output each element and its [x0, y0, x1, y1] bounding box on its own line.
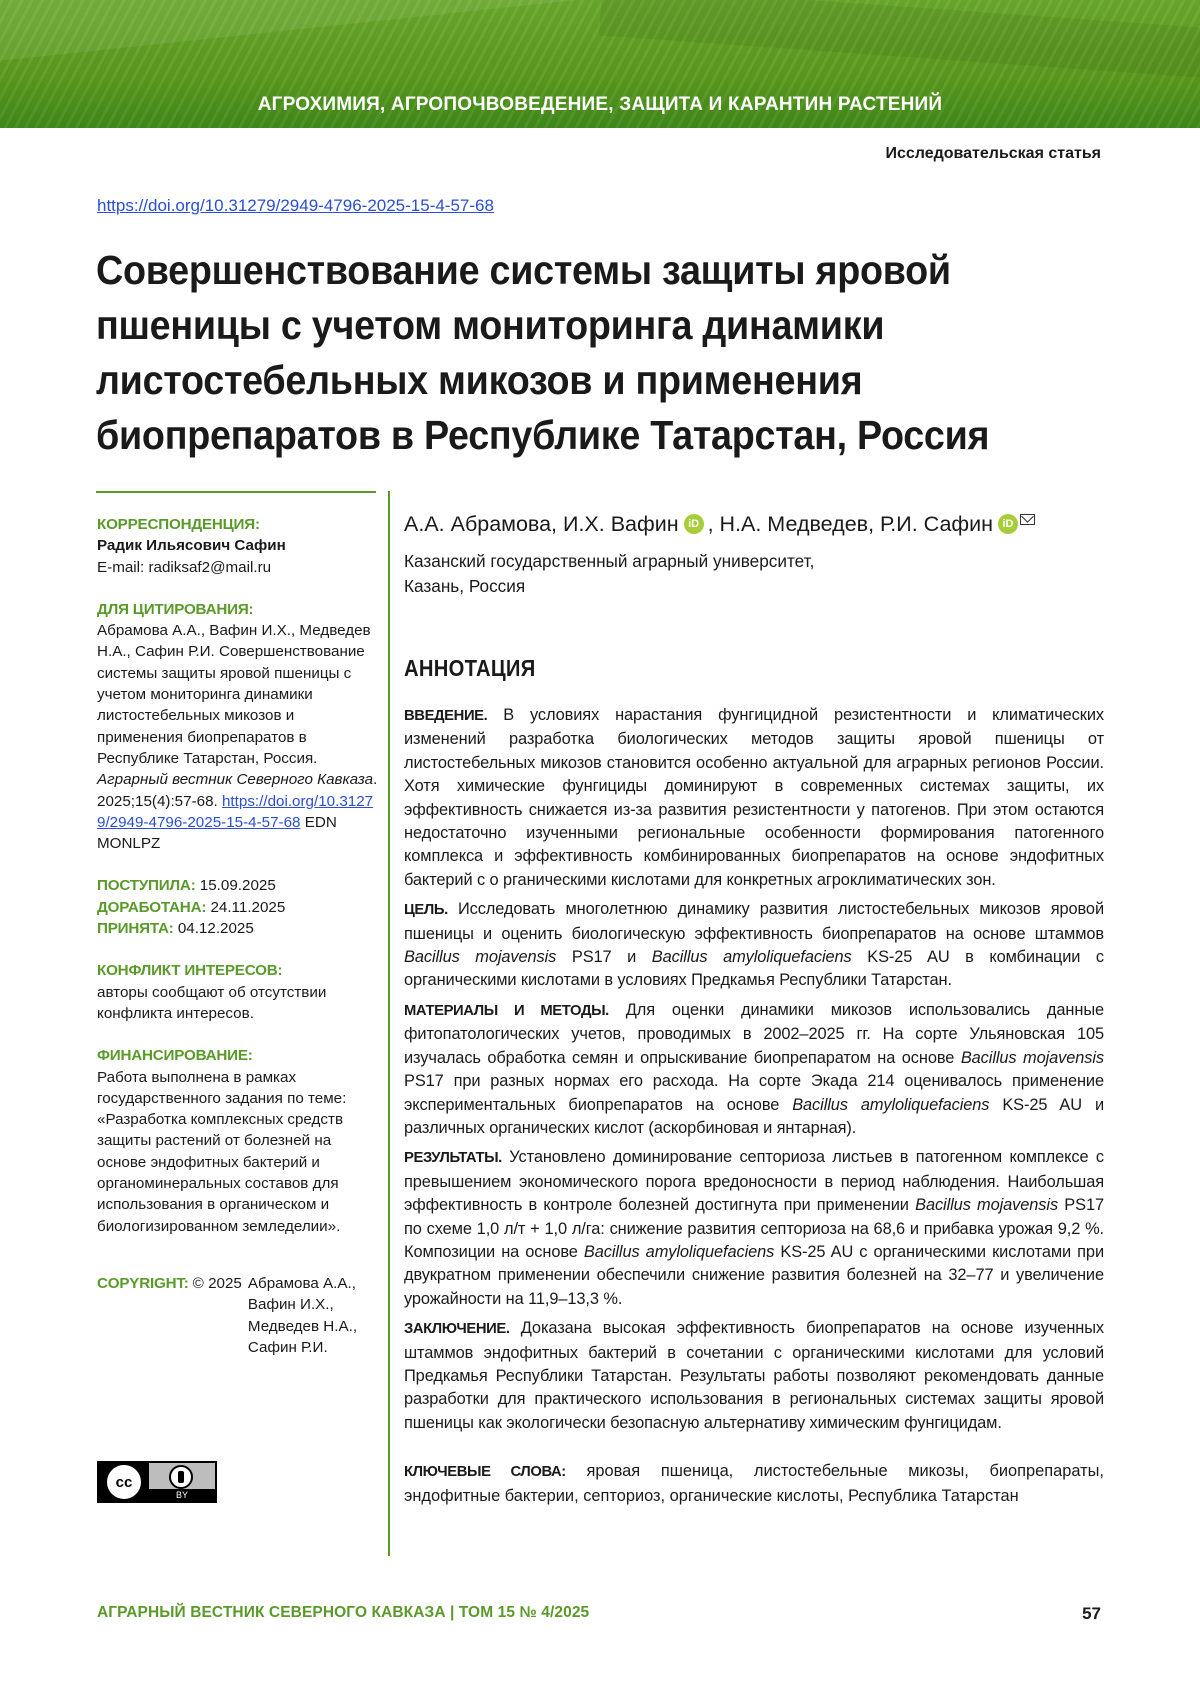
citation-edn: EDN MONLPZ: [97, 813, 337, 853]
methods-label: МАТЕРИАЛЫ И МЕТОДЫ.: [404, 1002, 609, 1019]
main-column: [404, 510, 1104, 1508]
aim-text: PS17 и: [556, 948, 652, 967]
correspondence-block: [97, 514, 382, 578]
citation-authors-title: Абрамова А.А., Вафин И.Х., Медведев Н.А., Сафин Р.И. Совершенствование системы защиты яровой пшеницы с учетом мониторинга динамики листостебельных микозов и применения биопрепаратов в Республике Татарстан, Россия.: [97, 622, 371, 767]
funding-label: ФИНАНСИРОВАНИЕ:: [97, 1047, 253, 1065]
species-name: Bacillus mojavensis: [960, 1048, 1105, 1067]
abstract-body: [404, 704, 1104, 1435]
copyright-holder: Абрамова А.А.,: [247, 1274, 356, 1292]
revised-date: 24.11.2025: [206, 898, 286, 916]
conflict-text: авторы сообщают об отсутствии конфликта интересов.: [97, 983, 327, 1022]
keywords: [404, 1460, 1104, 1508]
copyright-label: COPYRIGHT:: [97, 1274, 189, 1292]
correspondence-label: КОРРЕСПОНДЕНЦИЯ:: [97, 516, 260, 533]
authors-part-2: , Н.А. Медведев, Р.И. Сафин: [707, 512, 993, 536]
article-title: Совершенствование системы защиты яровой пшеницы с учетом мониторинга динамики листостебельных микозов и применения биопрепаратов в Республике Татарстан, Россия: [96, 247, 990, 458]
author-list: [404, 510, 1104, 538]
methods-text: PS17 при разных нормах его расхода. На сорте Экада 214 оценивалось применение экспериментальных биопрепаратов на основе: [404, 1072, 1104, 1114]
introduction-text: В условиях нарастания фунгицидной резистентности и климатических изменений разработка биологических методов защиты яровой пшеницы от листостебельных микозов становится особенно актуальной для аграрных регионов России. Хотя химические фунгициды доминируют в современных системах защиты, их эффективность снижается из-за развития резистентности у патогенов. При этом остаются недостаточно изученными региональные особенности формирования патогенного комплекса и эффективность комбинированных биопрепаратов на основе эндофитных бактерий с о рганическими кислотами для конкретных агроклиматических зон.: [404, 706, 1104, 889]
species-name: Bacillus amyloliquefaciens: [583, 1242, 775, 1261]
methods-text: Для оценки динамики микозов использовались данные фитопатологических учетов, проводимых в 2002–2025 гг. На сорте Ульяновская 105 изучалась обработка семян и опрыскивание биопрепаратом на основе: [404, 1000, 1105, 1067]
abstract-heading: АННОТАЦИЯ: [404, 655, 536, 681]
results-text: PS17 по схеме 1,0 л/т + 1,0 л/га: снижение развития септориоза на 68,6 и прибавка урожая 9,2 %. Композиции на основе: [404, 1196, 1105, 1261]
citation-label: ДЛЯ ЦИТИРОВАНИЯ:: [97, 600, 254, 618]
copyright-holder: Медведев Н.А.,: [247, 1317, 358, 1335]
received-label: ПОСТУПИЛА:: [97, 877, 196, 895]
abstract-introduction: [404, 704, 1104, 892]
keywords-text: яровая пшеница, листостебельные микозы, биопрепараты, эндофитные бактерии, септориоз, органические кислоты, Республика Татарстан: [404, 1462, 1104, 1505]
orcid-icon[interactable]: iD: [684, 514, 704, 534]
license-by-label: BY: [149, 1489, 215, 1501]
copyright-holder: Сафин Р.И.: [247, 1338, 328, 1356]
cc-by-license-badge[interactable]: [97, 1461, 217, 1503]
correspondence-email[interactable]: E-mail: radiksaf2@mail.ru: [97, 558, 272, 576]
funding-text: Работа выполнена в рамках государственного задания по теме: «Разработка комплексных средств защиты растений от болезней на основе эндофитных бактерий и органоминеральных составов для использования в органическом и биологизированном земледелии».: [97, 1068, 347, 1235]
abstract-results: [404, 1146, 1104, 1311]
aim-label: ЦЕЛЬ.: [404, 902, 448, 919]
revised-row: [97, 897, 382, 918]
abstract-conclusion: [404, 1317, 1104, 1435]
aim-text: Исследовать многолетнюю динамику развития листостебельных микозов яровой пшеницы и оценить биологическую эффективность биопрепаратов на основе штаммов: [404, 900, 1104, 943]
copyright-block: [97, 1273, 382, 1358]
funding-block: [97, 1045, 382, 1237]
journal-footer: АГРАРНЫЙ ВЕСТНИК СЕВЕРНОГО КАВКАЗА | ТОМ 15 № 4/2025: [97, 1604, 590, 1621]
citation-journal: Аграрный вестник Северного Кавказа: [97, 771, 374, 789]
results-text: KS-25 AU с органическими кислотами при двукратном применении обеспечили снижение развития болезней на 32–77 и увеличение урожайности на 11,9–13,3 %.: [404, 1242, 1104, 1308]
citation-doi-link[interactable]: https://doi.org/10.31279/2949-4796-2025-15-4-57-68: [97, 792, 374, 831]
affiliation-line: Казань, Россия: [404, 576, 526, 596]
authors-part-1: А.А. Абрамова, И.Х. Вафин: [404, 512, 679, 536]
abstract-aim: [404, 898, 1104, 993]
envelope-icon[interactable]: [1020, 514, 1035, 525]
conclusion-label: ЗАКЛЮЧЕНИЕ.: [404, 1321, 510, 1338]
section-title: АГРОХИМИЯ, АГРОПОЧВОВЕДЕНИЕ, ЗАЩИТА И КАРАНТИН РАСТЕНИЙ: [257, 94, 943, 115]
article-type: Исследовательская статья: [885, 145, 1101, 162]
copyright-holder: Вафин И.Х.,: [247, 1296, 334, 1314]
citation-block: [97, 599, 382, 855]
citation-text: [97, 620, 382, 854]
copyright-year: © 2025: [192, 1274, 242, 1292]
species-name: Bacillus amyloliquefaciens: [792, 1095, 990, 1114]
conflict-block: [97, 960, 382, 1024]
sidebar-divider: [96, 491, 376, 493]
revised-label: ДОРАБОТАНА:: [97, 898, 207, 916]
keywords-label: КЛЮЧЕВЫЕ СЛОВА:: [404, 1464, 566, 1481]
accepted-row: [97, 918, 382, 939]
correspondence-name: Радик Ильясович Сафин: [97, 537, 286, 555]
methods-text: KS-25 AU и различных органических кислот (аскорбиновая и янтарная).: [404, 1095, 1104, 1137]
species-name: Bacillus mojavensis: [915, 1196, 1059, 1215]
sidebar: [97, 514, 382, 1358]
accepted-label: ПРИНЯТА:: [97, 920, 174, 938]
results-label: РЕЗУЛЬТАТЫ.: [404, 1150, 502, 1167]
citation-issue: . 2025;15(4):57-68.: [97, 771, 378, 810]
aim-text: KS-25 AU в комбинации с органическими кислотами в условиях Предкамья Республики Татарстан.: [404, 948, 1104, 990]
received-row: [97, 875, 382, 896]
doi-link[interactable]: https://doi.org/10.31279/2949-4796-2025-15-4-57-68: [97, 196, 494, 215]
introduction-label: ВВЕДЕНИЕ.: [404, 708, 488, 724]
orcid-icon[interactable]: iD: [998, 514, 1018, 534]
abstract-methods: [404, 999, 1104, 1140]
species-name: Bacillus amyloliquefaciens: [651, 948, 852, 967]
species-name: Bacillus mojavensis: [404, 948, 557, 967]
accepted-date: 04.12.2025: [173, 920, 254, 938]
received-date: 15.09.2025: [195, 877, 276, 895]
copyright-holders: [248, 1273, 357, 1358]
results-text: Установлено доминирование септориоза листьев в патогенном комплексе с превышением экономического порога вредоносности в период наблюдения. Наибольшая эффективность в контроле болезней достигнута при применении: [404, 1148, 1104, 1215]
column-divider: [388, 491, 390, 1556]
affiliation: [404, 549, 1104, 599]
section-banner: [0, 0, 1200, 128]
conflict-label: КОНФЛИКТ ИНТЕРЕСОВ:: [97, 962, 283, 980]
cc-icon: cc: [107, 1465, 141, 1499]
affiliation-line: Казанский государственный аграрный университет,: [404, 551, 815, 571]
page-number: 57: [1082, 1604, 1101, 1623]
attribution-icon: [169, 1465, 193, 1489]
conclusion-text: Доказана высокая эффективность биопрепаратов на основе изученных штаммов эндофитных бактерий в сочетании с органическими кислотами для условий Предкамья Республики Татарстан. Результаты работы позволяют рекомендовать данные разработки для практического использования в региональных системах защиты яровой пшеницы как экологически безопасную альтернативу химическим фунгицидам.: [404, 1319, 1104, 1432]
dates-block: [97, 875, 382, 939]
